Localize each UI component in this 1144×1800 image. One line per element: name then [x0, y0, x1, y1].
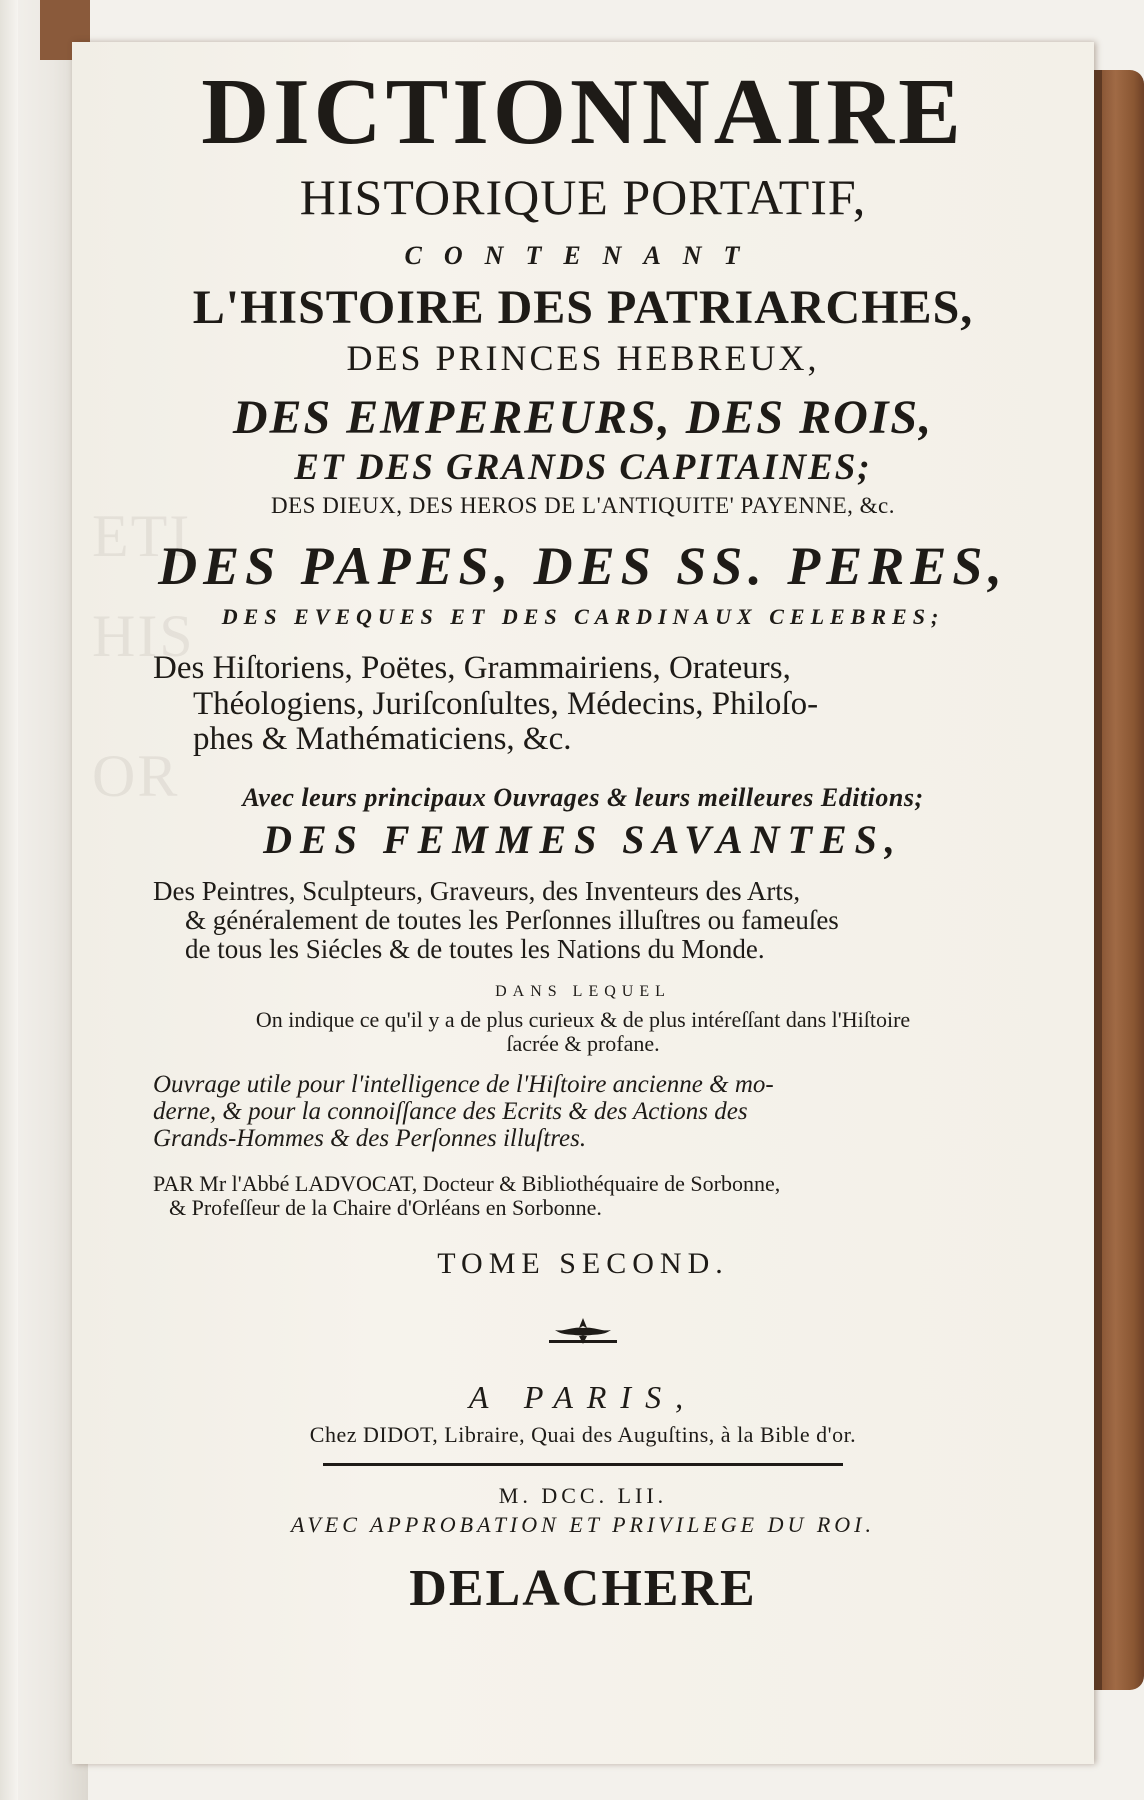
paragraph-line: de tous les Siécles & de toutes les Nations du Monde.: [185, 934, 765, 965]
main-title: DICTIONNAIRE: [201, 60, 965, 164]
paragraph-line: Des Hiſtoriens, Poëtes, Grammairiens, Orateurs,: [153, 649, 791, 686]
paragraph-line: Ouvrage utile pour l'intelligence de l'Hiſtoire ancienne & mo-: [153, 1071, 774, 1099]
title-page: [72, 52, 1094, 1617]
author-paragraph: [153, 1172, 1013, 1220]
imprint-city: A PARIS,: [468, 1379, 698, 1416]
historiens-paragraph: [153, 651, 1013, 758]
page-gutter-shadow: [0, 0, 18, 1800]
volume-label: TOME SECOND.: [437, 1246, 729, 1280]
imprint-privilege: AVEC APPROBATION ET PRIVILEGE DU ROI.: [291, 1512, 875, 1538]
princes-line: DES PRINCES HEBREUX,: [346, 338, 820, 379]
dans-lequel-line: DANS LEQUEL: [495, 982, 671, 1000]
subtitle: HISTORIQUE PORTATIF,: [299, 168, 867, 225]
empereurs-line: DES EMPEREURS, DES ROIS,: [232, 391, 934, 445]
show-through-ghost: OR: [92, 743, 180, 809]
imprint-rule: [323, 1463, 843, 1466]
paragraph-line: & Profeſſeur de la Chaire d'Orléans en Sorbonne.: [169, 1195, 602, 1221]
paragraph-line: PAR Mr l'Abbé LADVOCAT, Docteur & Bibliothéquaire de Sorbonne,: [153, 1171, 781, 1197]
contenant-line: CONTENANT: [404, 240, 762, 270]
peintres-paragraph: [153, 877, 1013, 964]
imprint-publisher: Chez DIDOT, Libraire, Quai des Auguſtins, à la Bible d'or.: [309, 1421, 857, 1447]
eveques-line: DES EVEQUES ET DES CARDINAUX CELEBRES;: [221, 604, 945, 630]
fleuron-ornament-icon: [543, 1314, 623, 1354]
paragraph-line: Grands-Hommes & des Perſonnes illuſtres.: [153, 1125, 587, 1153]
ouvrage-utile-paragraph: [153, 1071, 1013, 1152]
femmes-savantes-line: DES FEMMES SAVANTES,: [263, 816, 903, 862]
paragraph-line: & généralement de toutes les Perſonnes illuſtres ou fameuſes: [185, 905, 839, 936]
paragraph-line: Des Peintres, Sculpteurs, Graveurs, des Inventeurs des Arts,: [153, 876, 801, 907]
show-through-ghost: HIS: [92, 603, 195, 669]
paragraph-line: On indique ce qu'il y a de plus curieux & de plus intéreſſant dans l'Hiſtoire: [255, 1006, 911, 1032]
imprint-year: M. DCC. LII.: [498, 1482, 668, 1508]
paragraph-line: ſacrée & profane.: [506, 1030, 660, 1056]
paragraph-line: Théologiens, Juriſconſultes, Médecins, Philoſo-: [193, 685, 819, 722]
capitaines-line: ET DES GRANDS CAPITAINES;: [294, 447, 872, 489]
show-through-ghost: ETI: [92, 503, 192, 569]
ouvrages-line: Avec leurs principaux Ouvrages & leurs meilleures Editions;: [242, 782, 924, 812]
owner-stamp: DELACHERE: [409, 1560, 757, 1618]
paragraph-line: derne, & pour la connoiſſance des Ecrits & des Actions des: [153, 1098, 748, 1126]
paragraph-line: phes & Mathématiciens, &c.: [193, 721, 572, 758]
dieux-line: DES DIEUX, DES HEROS DE L'ANTIQUITE' PAYENNE, &c.: [271, 493, 895, 519]
patriarches-line: L'HISTOIRE DES PATRIARCHES,: [192, 280, 974, 334]
papes-line: DES PAPES, DES SS. PERES,: [158, 535, 1008, 596]
curieux-paragraph: [72, 1008, 1094, 1056]
